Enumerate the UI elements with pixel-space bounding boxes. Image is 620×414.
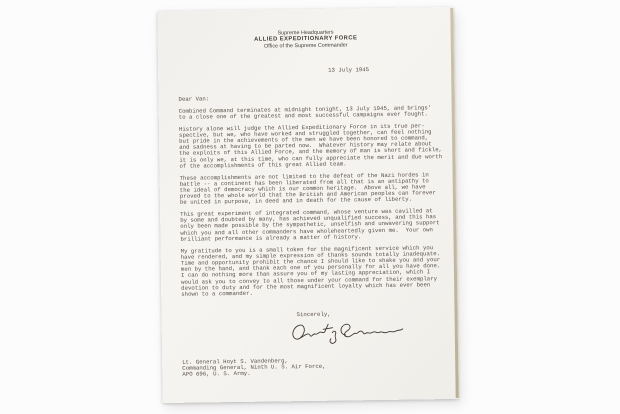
salutation: Dear Van: [178,95,210,103]
signature-icon [288,316,410,350]
letterhead-line-2: ALLIED EXPEDITIONARY FORCE [254,35,358,44]
letter-page [157,7,458,403]
letterhead [158,28,454,52]
letter-body [178,93,451,303]
paragraph-1: Combined Command terminates at midnight tonight, 13 July 1945, and brings' to a close one of the greatest and most successful campaigns ever fought. [178,103,432,121]
paragraph-3: These accomplishments are not limited to the defeat of the Nazi hordes in battle -- a continent has been liberated from all that is an antipathy to the ideal of democracy which is our common heritage. Above all, we have proved to the whole world that the British and American peoples can forever be united in purpose, in deed and in death for the cause of liberty. [179,170,436,207]
letterhead-line-3: Office of the Supreme Commander [263,42,348,51]
page-edge-shadow [450,8,458,398]
letter-date: 13 July 1945 [328,66,370,74]
paragraph-2: History alone will judge the Allied Expeditionary Force in its true per- spective, but we, who have worked and struggled together, can feel nothing but pride in the achievements of the men we have been honored to command, and sadness at having to be parted now. Whatever history may relate about the exploits of this Allied Force, and the memory of man is short and fickle, it is only we, at this time, who can fully appreciate the merit and due worth of the accomplishments of this great Allied team. [178,121,443,170]
letterhead-line-1: Supreme Headquarters [277,29,334,37]
recipient-address: Lt. General Hoyt S. Vandenberg, Commanding General, Ninth U. S. Air Force, APO 696, U. S. Army. [182,357,326,379]
paragraph-4: This great experiment of integrated command, whose venture was cavilled at by some and doubted by many, has achieved unqualified success, and this has only been made possible by the sympathetic, unselfish and unwavering support which you and all other commanders have wholeheartedly given me. Your own brilliant performance is already a matter of history. [180,207,440,243]
signature-autograph [288,316,410,350]
paragraph-5: My gratitude to you is a small token for the magnificent service which you have rendered, and my simple expression of thanks sounds totally inadequate. Time and opportunity prohibit the chance I should like to shake you and your men by the hand, and thank each one of you personally for all you have done. I can do nothing more than assure you of my lasting appreciation, which I would ask you to convey to all those under your command for their exemplary devotion to duty and for the most magnificent loyalty which has ever been shown to a commander. [180,243,441,298]
closing-sincerely: Sincerely, [296,310,331,319]
